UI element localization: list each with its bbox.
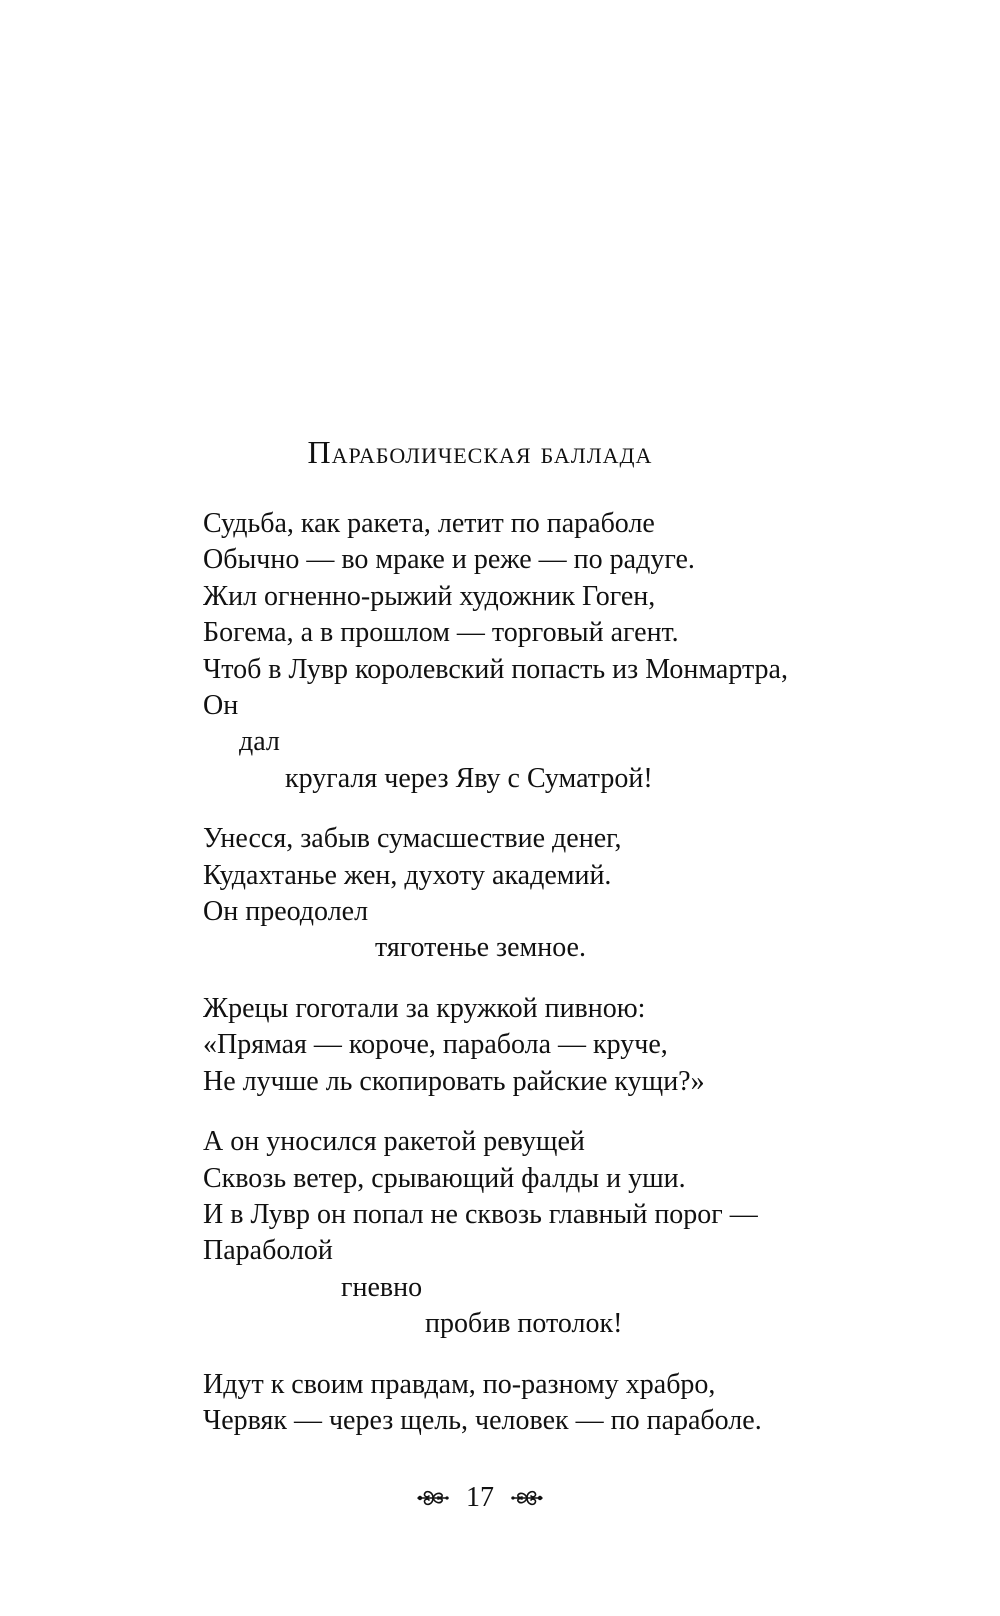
poem-line: Червяк — через щель, человек — по параболе. <box>203 1404 762 1436</box>
poem-line: Он преодолел <box>203 896 369 928</box>
poem-line: Чтоб в Лувр королевский попасть из Монмартра, <box>203 653 788 685</box>
poem-line: Унесся, забыв сумасшествие денег, <box>203 823 622 855</box>
poem-line: Богема, а в прошлом — торговый агент. <box>203 617 679 649</box>
poem-line: дал <box>239 726 280 758</box>
fleuron-left-icon <box>416 1485 450 1511</box>
poem-line: Он <box>203 690 239 722</box>
poem-line: гневно <box>341 1271 423 1303</box>
stanza-5 <box>203 1367 963 1440</box>
stanza-2 <box>203 821 963 967</box>
page-footer <box>0 1478 960 1518</box>
poem-line: кругаля через Яву с Суматрой! <box>285 762 653 794</box>
fleuron-right-icon <box>510 1485 544 1511</box>
poem-line: Жрецы гоготали за кружкой пивною: <box>203 992 646 1024</box>
stanza-3 <box>203 991 963 1100</box>
poem-line: Идут к своим правдам, по-разному храбро, <box>203 1368 716 1400</box>
poem-line: Параболой <box>203 1235 333 1267</box>
poem-line: Обычно — во мраке и реже — по радуге. <box>203 544 695 576</box>
poem-line: пробив потолок! <box>425 1308 623 1340</box>
poem-line: Судьба, как ракета, летит по параболе <box>203 508 655 539</box>
poem-line: тяготенье земное. <box>375 932 586 964</box>
poem-line: А он уносился ракетой ревущей <box>203 1126 585 1158</box>
poem-body <box>203 506 963 1439</box>
poem-line: И в Лувр он попал не сквозь главный порог — <box>203 1198 758 1230</box>
poem-line: Жил огненно-рыжий художник Гоген, <box>203 580 656 612</box>
stanza-1 <box>203 506 963 797</box>
stanza-4 <box>203 1124 963 1342</box>
poem-line: «Прямая — короче, парабола — круче, <box>203 1029 668 1061</box>
poem-line: Не лучше ль скопировать райские кущи?» <box>203 1065 705 1097</box>
poem-line: Сквозь ветер, срывающий фалды и уши. <box>203 1162 686 1194</box>
poem-title: Параболическая баллада <box>307 434 653 470</box>
poem-line: Кудахтанье жен, духоту академий. <box>203 859 612 891</box>
page-number: 17 <box>466 1482 494 1513</box>
